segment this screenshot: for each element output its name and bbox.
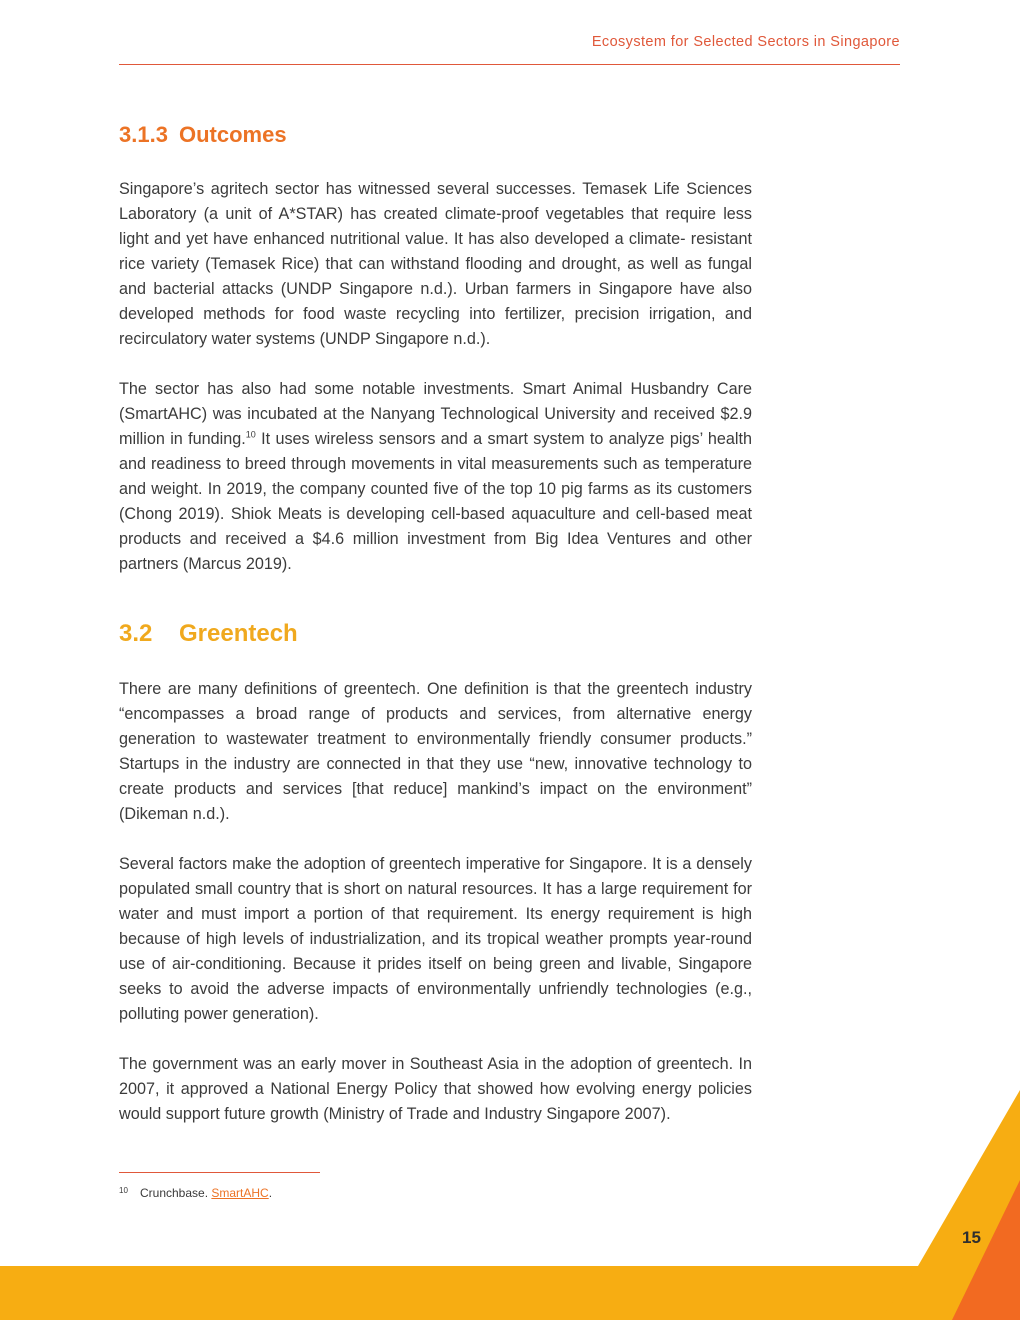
band-top-edge (0, 1266, 918, 1268)
header-title: Ecosystem for Selected Sectors in Singapore (591, 34, 900, 50)
paragraph-text: It uses wireless sensors and a smart system to analyze pigs’ health and readiness to breed through movements in vital measurements such as temperature and weight. In 2019, the company counted five of the top 10 pig farms as its customers (Chong 2019). Shiok Meats is developing cell-based aquaculture and cell-based meat products and received a $4.6 million investment from Big Idea Ventures and other partners (Marcus 2019). (119, 430, 753, 573)
paragraph-greentech-definition: There are many definitions of greentech. One definition is that the greentech industry “encompasses a broad range of products and services, from alternative energy generation to wastewater treatment to environmentally friendly consumer products.” Startups in the industry are connected in that they use “new, innovative technology to create products and services [that reduce] mankind’s impact on the environment” (Dikeman n.d.). (119, 680, 752, 823)
section-number: 3.1.3 (119, 122, 168, 147)
section-title: Outcomes (179, 122, 287, 147)
paragraph-greentech-government: The government was an early mover in Southeast Asia in the adoption of greentech. In 2007, it approved a National Energy Policy that showed how evolving energy policies would support future growth (Ministry of Trade and Industry Singapore 2007). (119, 1055, 752, 1123)
paragraph-text: The sector has also had some notable investments. Smart Animal Husbandry Care (SmartAHC) was incubated at the Nanyang Technological University and received $2.9 million in funding. (119, 380, 752, 448)
page-number: 15 (962, 1228, 981, 1247)
footnote-end: . (268, 1186, 273, 1200)
paragraph-greentech-factors: Several factors make the adoption of greentech imperative for Singapore. It is a densely populated small country that is short on natural resources. It has a large requirement for water and must import a portion of that requirement. Its energy requirement is high because of high levels of industrialization, and its tropical weather prompts year-round use of air-conditioning. Because it prides itself on being green and livable, Singapore seeks to avoid the adverse impacts of environmentally unfriendly technologies (e.g., polluting power generation). (119, 855, 752, 1023)
footnote-text: Crunchbase. (140, 1186, 212, 1200)
footnote-reference[interactable]: 10 (245, 429, 256, 440)
paragraph-agritech-successes: Singapore’s agritech sector has witnessed several successes. Temasek Life Sciences Laboratory (a unit of A*STAR) has created climate-proof vegetables that require less light and yet have enhanced nutritional value. It has also developed a climate- resistant rice variety (Temasek Rice) that can withstand flooding and drought, as well as fungal and bacterial attacks (UNDP Singapore n.d.). Urban farmers in Singapore have also developed methods for food waste recycling into fertilizer, precision irrigation, and recirculatory water systems (UNDP Singapore n.d.). (119, 180, 752, 348)
section-number: 3.2 (119, 620, 153, 647)
footnote-link-smartahc[interactable]: SmartAHC (211, 1186, 269, 1200)
section-title: Greentech (179, 620, 298, 647)
bottom-band (0, 1266, 1020, 1320)
footnote-number: 10 (119, 1186, 128, 1195)
